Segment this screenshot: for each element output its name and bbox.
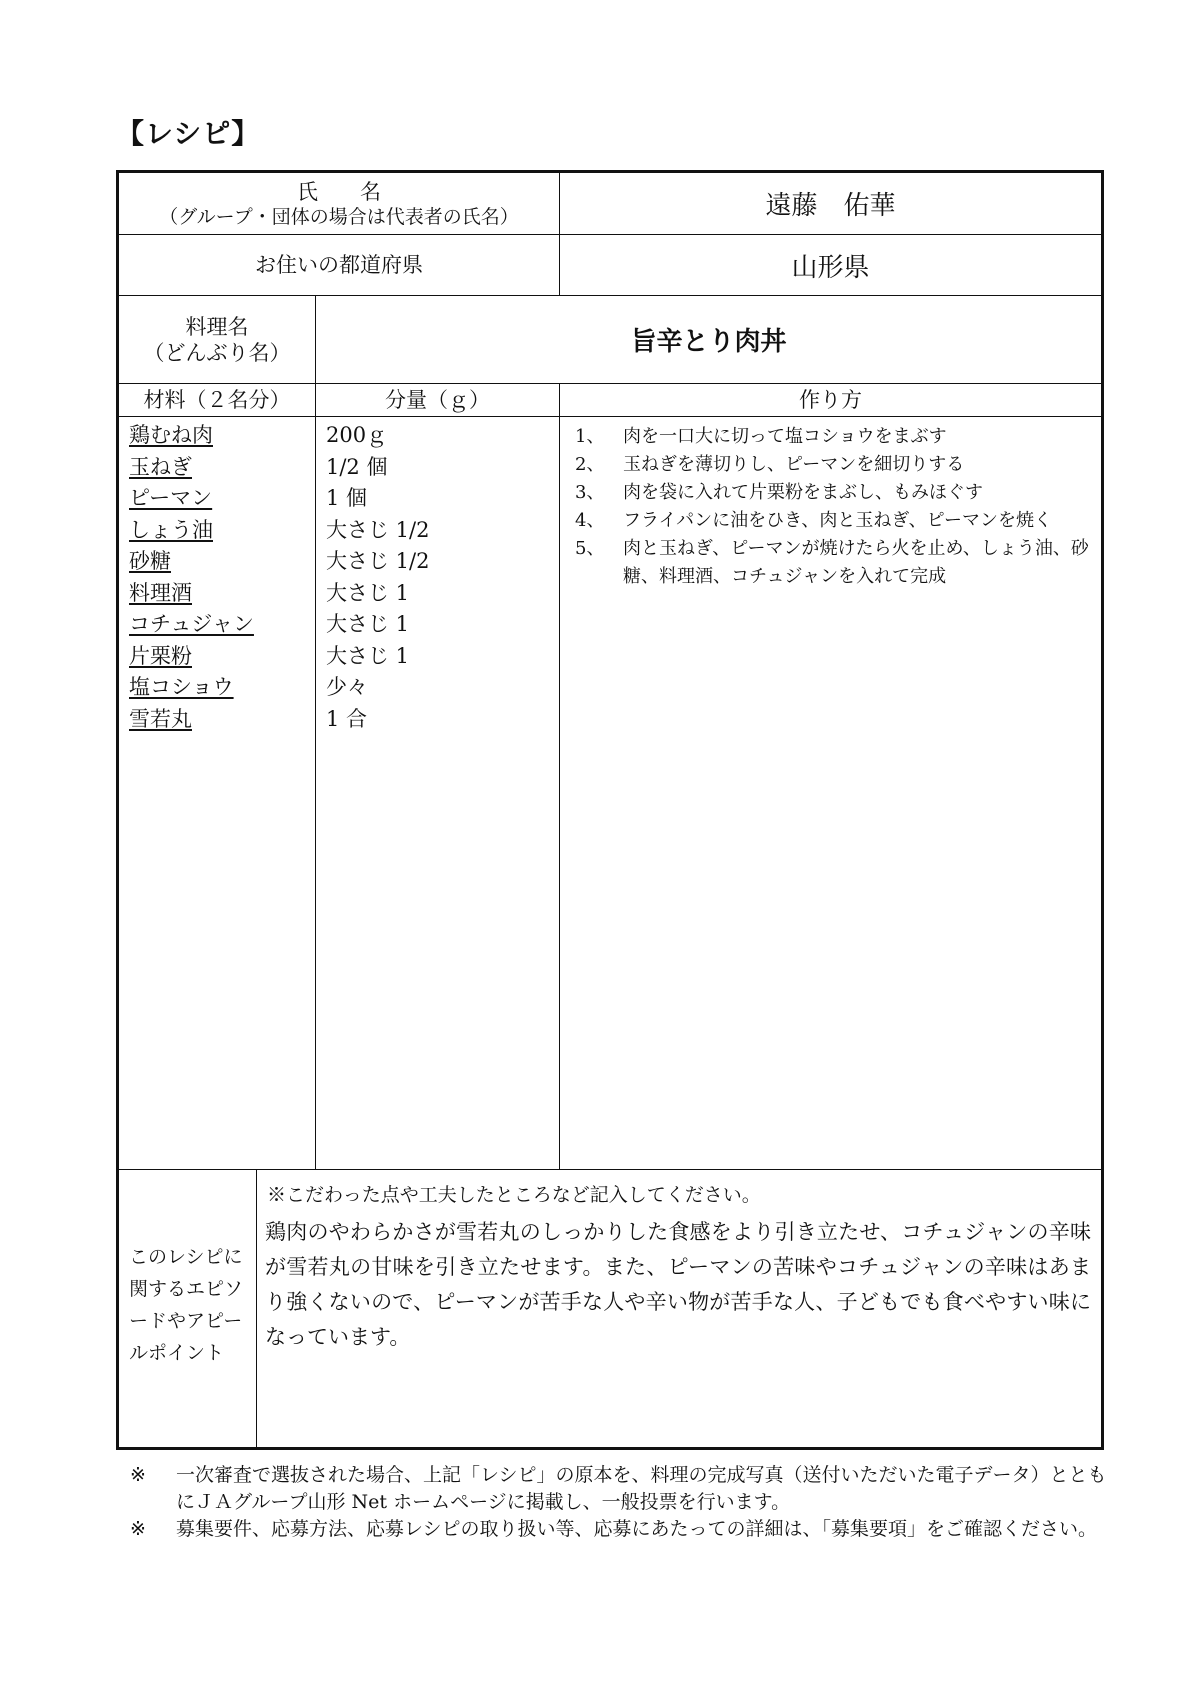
footnote-text: 一次審査で選抜された場合、上記「レシピ」の原本を、料理の完成写真（送付いただいた電子データ）とともにＪＡグループ山形 Net ホームページに掲載し、一般投票を行います。 <box>176 1464 1107 1513</box>
list-item <box>129 546 254 578</box>
col-divider <box>315 295 316 1169</box>
name-note: （グループ・団体の場合は代表者の氏名） <box>159 205 519 228</box>
step-text: 肉を一口大に切って塩コショウをまぶす <box>623 426 947 447</box>
list-item <box>129 420 254 452</box>
episode-instruction: ※こだわった点や工夫したところなど記入してください。 <box>267 1184 761 1206</box>
note-mark: ※ <box>130 1464 146 1486</box>
note-mark: ※ <box>130 1518 146 1540</box>
ingredient-name: しょう油 <box>129 517 213 542</box>
list-item <box>129 483 254 515</box>
ingredient-name: コチュジャン <box>129 612 254 636</box>
amount-header: 分量（ｇ） <box>385 388 490 412</box>
episode-text: 鶏肉のやわらかさが雪若丸のしっかりした食感をより引き立たせ、コチュジャンの辛味が雪若丸の甘味を引き立たせます。また、ピーマンの苦味やコチュジャンの辛味はあまり強くないので、ピーマンが苦手な人や辛い物が苦手な人、子どもでも食べやすい味になっています。 <box>265 1220 1091 1349</box>
step-number: 3、 <box>575 482 605 503</box>
row-divider <box>119 416 1101 417</box>
ingredient-name: 玉ねぎ <box>129 454 192 479</box>
step-number: 5、 <box>575 538 605 559</box>
col-divider <box>559 383 560 1169</box>
dish-label-note: （どんぶり名） <box>143 340 291 365</box>
list-item <box>575 507 1095 535</box>
name-label: 氏 名 <box>297 179 381 204</box>
list-item <box>129 578 254 610</box>
ingredient-amount: 大さじ 1 <box>326 643 410 668</box>
amount-list <box>326 420 429 735</box>
prefecture-label: お住いの都道府県 <box>255 253 423 277</box>
footnote-text: 募集要件、応募方法、応募レシピの取り扱い等、応募にあたっての詳細は、「募集要項」をご確認ください。 <box>176 1518 1098 1540</box>
method-header: 作り方 <box>799 388 862 412</box>
ingredient-list <box>129 420 254 735</box>
name-value: 遠藤 佑華 <box>765 191 896 221</box>
name-label-cell <box>119 173 559 234</box>
list-item <box>129 672 254 704</box>
list-item <box>129 704 254 736</box>
footnotes <box>130 1462 1110 1543</box>
ingredients-header: 材料（２名分） <box>143 388 291 412</box>
list-item <box>129 609 254 641</box>
ingredient-amount: 大さじ 1/2 <box>326 517 430 542</box>
list-item <box>575 423 1095 451</box>
ingredient-name: 片栗粉 <box>129 643 192 668</box>
step-text: 玉ねぎを薄切りし、ピーマンを細切りする <box>623 454 965 475</box>
col-divider <box>256 1169 257 1447</box>
ingredient-amount: 大さじ 1 <box>326 612 410 636</box>
episode-label: このレシピに関するエピソードやアピールポイント <box>129 1246 244 1364</box>
dish-label: 料理名 <box>185 314 249 339</box>
list-item <box>575 479 1095 507</box>
dish-label-cell <box>119 296 315 383</box>
method-steps <box>575 423 1095 591</box>
list-item <box>129 452 254 484</box>
ingredient-name: ピーマン <box>129 486 213 510</box>
ingredient-amount: 1 個 <box>326 486 368 510</box>
ingredient-amount: 1/2 個 <box>326 454 388 479</box>
list-item <box>575 535 1095 591</box>
list-item <box>129 515 254 547</box>
list-item <box>575 451 1095 479</box>
ingredient-amount: 少々 <box>326 675 368 699</box>
ingredient-amount: 大さじ 1 <box>326 580 410 605</box>
ingredient-name: 鶏むね肉 <box>129 423 213 447</box>
ingredient-amount: 1 合 <box>326 706 368 731</box>
recipe-form <box>116 170 1104 1450</box>
footnote <box>130 1516 1110 1543</box>
page-title: 【レシピ】 <box>116 117 261 150</box>
ingredient-name: 雪若丸 <box>129 706 192 731</box>
step-number: 1、 <box>575 426 605 447</box>
ingredient-amount: 大さじ 1/2 <box>326 549 430 573</box>
ingredient-name: 料理酒 <box>129 580 192 605</box>
step-number: 4、 <box>575 510 605 531</box>
prefecture-value: 山形県 <box>791 252 870 283</box>
step-text: 肉を袋に入れて片栗粉をまぶし、もみほぐす <box>623 482 983 503</box>
step-text: フライパンに油をひき、肉と玉ねぎ、ピーマンを焼く <box>623 510 1052 531</box>
ingredient-amount: 200ｇ <box>326 423 388 447</box>
step-text: 肉と玉ねぎ、ピーマンが焼けたら火を止め、しょう油、砂糖、料理酒、コチュジャンを入れて完成 <box>623 538 1089 587</box>
ingredient-name: 塩コショウ <box>129 675 234 699</box>
ingredient-name: 砂糖 <box>129 549 171 573</box>
row-divider <box>119 1169 1101 1170</box>
footnote <box>130 1462 1110 1516</box>
list-item <box>129 641 254 673</box>
dish-name: 旨辛とり肉丼 <box>630 327 787 357</box>
step-number: 2、 <box>575 454 605 475</box>
